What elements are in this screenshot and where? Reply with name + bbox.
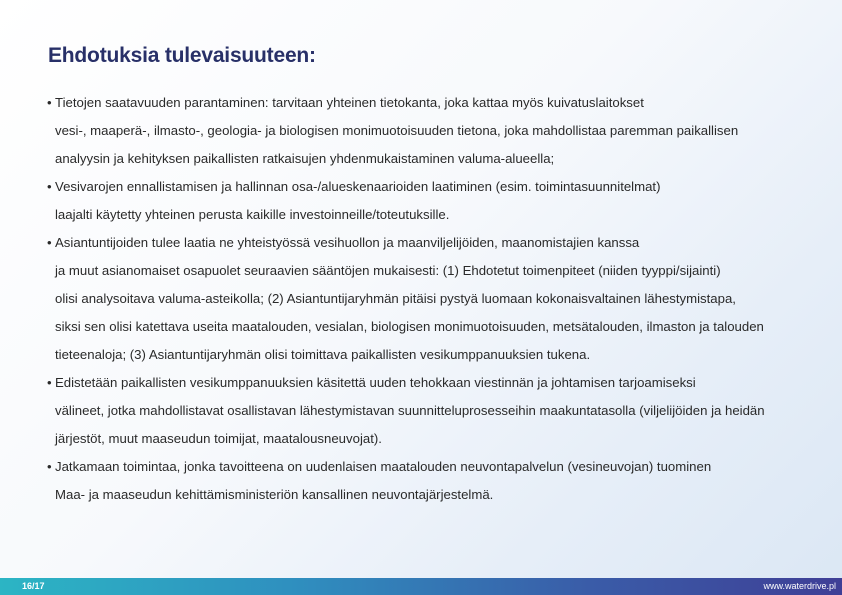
bullet-dot-icon: • xyxy=(47,459,52,474)
bullet-item xyxy=(47,453,827,509)
bullet-line: siksi sen olisi katettava useita maatalouden, vesialan, biologisen monimuotoisuuden, metsätalouden, ilmaston ja talouden xyxy=(55,319,764,334)
bullet-line xyxy=(47,229,827,257)
bullet-line: Maa- ja maaseudun kehittämisministeriön kansallinen neuvontajärjestelmä. xyxy=(55,487,494,502)
bullet-line xyxy=(47,173,827,201)
bullet-line-text: Jatkamaan toimintaa, jonka tavoitteena on uudenlaisen maatalouden neuvontapalvelun (vesineuvojan) tuominen xyxy=(55,459,712,474)
bullet-line-text: Vesivarojen ennallistamisen ja hallinnan osa-/alueskenaarioiden laatiminen (esim. toimintasuunnitelmat) xyxy=(55,179,661,194)
bullet-list xyxy=(47,89,827,509)
page-title: Ehdotuksia tulevaisuuteen: xyxy=(48,44,316,67)
bullet-line-text: Edistetään paikallisten vesikumppanuuksien käsitettä uuden tehokkaan viestinnän ja johtamisen tarjoamiseksi xyxy=(55,375,696,390)
bullet-line xyxy=(47,369,827,397)
bullet-dot-icon: • xyxy=(47,95,52,110)
page-number: 16/17 xyxy=(22,581,45,591)
bullet-line: tieteenaloja; (3) Asiantuntijaryhmän olisi toimittava paikallisten vesikumppanuuksien tukena. xyxy=(55,347,591,362)
bullet-line: välineet, jotka mahdollistavat osallistavan lähestymistavan suunnitteluprosesseihin maakuntatasolla (viljelijöiden ja heidän xyxy=(55,403,765,418)
bullet-line xyxy=(47,89,827,117)
bullet-dot-icon: • xyxy=(47,235,52,250)
bullet-item xyxy=(47,369,827,453)
bullet-line: olisi analysoitava valuma-asteikolla; (2) Asiantuntijaryhmän pitäisi pystyä luomaan kokonaisvaltainen lähestymistapa, xyxy=(55,291,736,306)
bullet-line: järjestöt, muut maaseudun toimijat, maatalousneuvojat). xyxy=(55,431,382,446)
bullet-item xyxy=(47,173,827,229)
bullet-line: laajalti käytetty yhteinen perusta kaikille investoinneille/toteutuksille. xyxy=(55,207,450,222)
bullet-dot-icon: • xyxy=(47,375,52,390)
bullet-line xyxy=(47,453,827,481)
bullet-dot-icon: • xyxy=(47,179,52,194)
bullet-item xyxy=(47,229,827,369)
bullet-line: vesi-, maaperä-, ilmasto-, geologia- ja biologisen monimuotoisuuden tietona, joka mahdollistaa paremman paikallisen xyxy=(55,123,739,138)
bullet-line: ja muut asianomaiset osapuolet seuraavien sääntöjen mukaisesti: (1) Ehdotetut toimenpiteet (niiden tyyppi/sijainti) xyxy=(55,263,721,278)
bullet-line: analyysin ja kehityksen paikallisten ratkaisujen yhdenmukaistaminen valuma-alueella; xyxy=(55,151,555,166)
bullet-line-text: Asiantuntijoiden tulee laatia ne yhteistyössä vesihuollon ja maanviljelijöiden, maanomistajien kanssa xyxy=(55,235,640,250)
bullet-item xyxy=(47,89,827,173)
bullet-line-text: Tietojen saatavuuden parantaminen: tarvitaan yhteinen tietokanta, joka kattaa myös kuivatuslaitokset xyxy=(55,95,644,110)
footer-bar xyxy=(0,578,842,595)
website-link[interactable]: www.waterdrive.pl xyxy=(763,581,836,591)
